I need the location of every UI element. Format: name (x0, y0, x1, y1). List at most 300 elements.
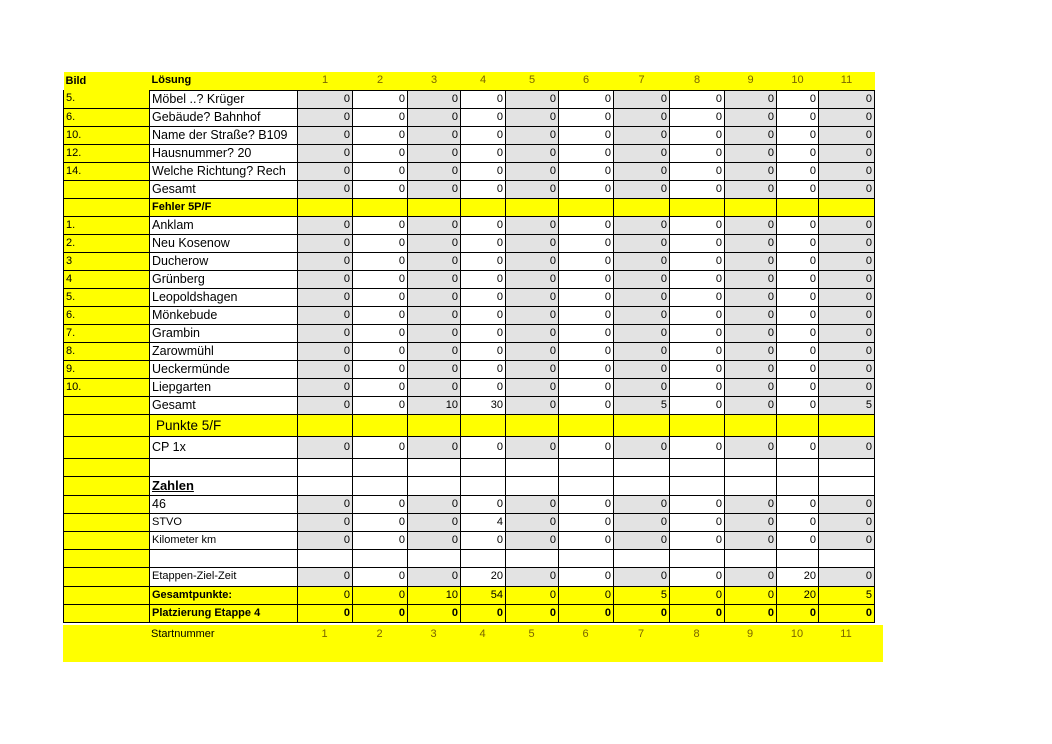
score-cell[interactable]: 0 (506, 531, 559, 549)
score-cell[interactable]: 0 (353, 180, 408, 198)
score-cell[interactable]: 0 (506, 360, 559, 378)
score-cell[interactable]: 0 (506, 378, 559, 396)
score-cell[interactable]: 0 (614, 378, 670, 396)
score-cell[interactable]: 0 (670, 567, 725, 586)
score-cell[interactable]: 0 (408, 252, 461, 270)
score-cell[interactable] (353, 458, 408, 476)
score-cell[interactable] (506, 476, 559, 495)
score-cell[interactable]: 0 (298, 513, 353, 531)
score-cell[interactable]: 0 (298, 126, 353, 144)
score-cell[interactable] (819, 458, 875, 476)
score-cell[interactable]: 0 (408, 567, 461, 586)
score-cell[interactable]: 0 (408, 144, 461, 162)
score-cell[interactable]: 0 (725, 306, 777, 324)
score-cell[interactable]: 0 (408, 342, 461, 360)
score-cell[interactable]: 0 (408, 288, 461, 306)
score-cell[interactable]: 0 (353, 234, 408, 252)
score-cell[interactable]: 0 (819, 360, 875, 378)
score-cell[interactable] (298, 198, 353, 216)
score-cell[interactable]: 0 (670, 513, 725, 531)
score-cell[interactable]: 0 (461, 324, 506, 342)
score-cell[interactable]: 0 (559, 567, 614, 586)
score-cell[interactable]: 0 (670, 495, 725, 513)
score-cell[interactable]: 0 (506, 495, 559, 513)
score-cell[interactable] (506, 458, 559, 476)
score-cell[interactable]: 0 (777, 108, 819, 126)
score-cell[interactable]: 0 (461, 306, 506, 324)
score-cell[interactable]: 0 (777, 306, 819, 324)
score-cell[interactable]: 0 (506, 436, 559, 458)
score-cell[interactable]: 0 (408, 180, 461, 198)
score-cell[interactable]: 0 (298, 270, 353, 288)
score-cell[interactable]: 0 (725, 531, 777, 549)
score-cell[interactable]: 0 (461, 270, 506, 288)
score-cell[interactable] (777, 476, 819, 495)
score-cell[interactable]: 0 (614, 436, 670, 458)
score-cell[interactable]: 0 (819, 216, 875, 234)
score-cell[interactable]: 0 (353, 324, 408, 342)
score-cell[interactable]: 0 (559, 108, 614, 126)
score-cell[interactable] (353, 549, 408, 567)
score-cell[interactable]: 0 (353, 216, 408, 234)
score-cell[interactable]: 0 (506, 216, 559, 234)
score-cell[interactable]: 0 (506, 306, 559, 324)
score-cell[interactable] (408, 549, 461, 567)
score-cell[interactable]: 0 (506, 586, 559, 604)
score-cell[interactable]: 0 (353, 108, 408, 126)
score-cell[interactable]: 0 (408, 531, 461, 549)
score-cell[interactable]: 0 (559, 360, 614, 378)
score-cell[interactable]: 0 (670, 90, 725, 108)
score-cell[interactable]: 0 (559, 270, 614, 288)
score-cell[interactable]: 0 (408, 324, 461, 342)
score-cell[interactable]: 0 (298, 108, 353, 126)
score-cell[interactable]: 0 (353, 288, 408, 306)
score-cell[interactable]: 0 (559, 342, 614, 360)
score-cell[interactable]: 0 (614, 567, 670, 586)
score-cell[interactable]: 0 (670, 531, 725, 549)
score-cell[interactable] (777, 414, 819, 436)
score-cell[interactable]: 0 (506, 270, 559, 288)
score-cell[interactable]: 0 (408, 126, 461, 144)
score-cell[interactable] (614, 414, 670, 436)
score-cell[interactable]: 0 (777, 234, 819, 252)
score-cell[interactable] (506, 414, 559, 436)
score-cell[interactable]: 0 (777, 495, 819, 513)
score-cell[interactable]: 0 (461, 180, 506, 198)
score-cell[interactable]: 5 (819, 586, 875, 604)
score-cell[interactable]: 0 (298, 495, 353, 513)
score-cell[interactable] (777, 458, 819, 476)
score-cell[interactable]: 0 (559, 252, 614, 270)
score-cell[interactable]: 0 (353, 342, 408, 360)
score-cell[interactable]: 0 (559, 396, 614, 414)
score-cell[interactable] (461, 549, 506, 567)
score-cell[interactable]: 0 (298, 604, 353, 622)
score-cell[interactable] (506, 198, 559, 216)
score-cell[interactable]: 0 (559, 604, 614, 622)
score-cell[interactable]: 0 (777, 342, 819, 360)
score-cell[interactable]: 0 (725, 360, 777, 378)
score-cell[interactable] (670, 458, 725, 476)
score-cell[interactable]: 0 (461, 495, 506, 513)
score-cell[interactable] (670, 198, 725, 216)
score-cell[interactable]: 0 (614, 604, 670, 622)
score-cell[interactable]: 0 (670, 234, 725, 252)
score-cell[interactable]: 0 (559, 126, 614, 144)
score-cell[interactable]: 0 (670, 216, 725, 234)
score-cell[interactable]: 0 (614, 252, 670, 270)
score-cell[interactable] (298, 458, 353, 476)
score-cell[interactable] (819, 549, 875, 567)
score-cell[interactable]: 0 (353, 360, 408, 378)
score-cell[interactable]: 0 (725, 378, 777, 396)
score-cell[interactable]: 0 (614, 513, 670, 531)
score-cell[interactable]: 0 (559, 234, 614, 252)
score-cell[interactable]: 0 (614, 531, 670, 549)
score-cell[interactable] (614, 549, 670, 567)
score-cell[interactable]: 0 (819, 126, 875, 144)
score-cell[interactable]: 0 (819, 252, 875, 270)
score-cell[interactable]: 0 (298, 234, 353, 252)
score-cell[interactable]: 0 (614, 306, 670, 324)
score-cell[interactable]: 0 (298, 342, 353, 360)
score-cell[interactable]: 0 (725, 288, 777, 306)
score-cell[interactable]: 0 (777, 126, 819, 144)
score-cell[interactable]: 0 (614, 342, 670, 360)
score-cell[interactable]: 0 (408, 604, 461, 622)
score-cell[interactable]: 0 (777, 324, 819, 342)
score-cell[interactable]: 5 (614, 586, 670, 604)
score-cell[interactable]: 0 (298, 162, 353, 180)
score-cell[interactable]: 0 (819, 306, 875, 324)
score-cell[interactable]: 0 (559, 513, 614, 531)
score-cell[interactable] (559, 458, 614, 476)
score-cell[interactable]: 20 (777, 567, 819, 586)
score-cell[interactable]: 0 (506, 108, 559, 126)
score-cell[interactable] (461, 414, 506, 436)
score-cell[interactable]: 0 (777, 252, 819, 270)
score-cell[interactable]: 0 (298, 531, 353, 549)
score-cell[interactable]: 0 (614, 288, 670, 306)
score-cell[interactable] (614, 198, 670, 216)
score-cell[interactable]: 0 (506, 513, 559, 531)
score-cell[interactable]: 0 (298, 216, 353, 234)
score-cell[interactable]: 0 (725, 495, 777, 513)
score-cell[interactable]: 0 (819, 144, 875, 162)
score-cell[interactable] (725, 414, 777, 436)
score-cell[interactable]: 0 (614, 144, 670, 162)
score-cell[interactable]: 0 (408, 378, 461, 396)
score-cell[interactable]: 0 (353, 252, 408, 270)
score-cell[interactable]: 0 (298, 567, 353, 586)
score-cell[interactable]: 0 (670, 126, 725, 144)
score-cell[interactable]: 0 (670, 162, 725, 180)
score-cell[interactable]: 0 (506, 604, 559, 622)
score-cell[interactable]: 0 (298, 586, 353, 604)
score-cell[interactable]: 0 (819, 604, 875, 622)
score-cell[interactable]: 0 (408, 306, 461, 324)
score-cell[interactable] (353, 198, 408, 216)
score-cell[interactable]: 0 (506, 324, 559, 342)
score-cell[interactable]: 0 (506, 396, 559, 414)
score-cell[interactable]: 0 (506, 252, 559, 270)
score-cell[interactable]: 0 (777, 216, 819, 234)
score-cell[interactable]: 0 (461, 288, 506, 306)
score-cell[interactable]: 0 (461, 234, 506, 252)
score-cell[interactable]: 0 (408, 270, 461, 288)
score-cell[interactable]: 0 (614, 360, 670, 378)
score-cell[interactable]: 0 (670, 324, 725, 342)
score-cell[interactable] (559, 414, 614, 436)
score-cell[interactable] (461, 476, 506, 495)
score-cell[interactable]: 0 (559, 288, 614, 306)
score-cell[interactable]: 0 (670, 360, 725, 378)
score-cell[interactable]: 0 (777, 162, 819, 180)
score-cell[interactable]: 0 (819, 567, 875, 586)
score-cell[interactable]: 0 (819, 342, 875, 360)
score-cell[interactable]: 0 (559, 586, 614, 604)
score-cell[interactable]: 0 (614, 90, 670, 108)
score-cell[interactable] (670, 476, 725, 495)
score-cell[interactable]: 0 (614, 495, 670, 513)
score-cell[interactable]: 0 (670, 342, 725, 360)
score-cell[interactable] (408, 476, 461, 495)
score-cell[interactable]: 10 (408, 396, 461, 414)
score-cell[interactable] (298, 414, 353, 436)
score-cell[interactable]: 0 (408, 513, 461, 531)
score-cell[interactable]: 0 (819, 436, 875, 458)
score-cell[interactable]: 0 (461, 144, 506, 162)
score-cell[interactable]: 0 (819, 324, 875, 342)
score-cell[interactable] (408, 198, 461, 216)
score-cell[interactable]: 0 (819, 234, 875, 252)
score-cell[interactable]: 0 (298, 360, 353, 378)
score-cell[interactable]: 0 (353, 126, 408, 144)
score-cell[interactable]: 0 (819, 288, 875, 306)
score-cell[interactable]: 0 (506, 90, 559, 108)
score-cell[interactable]: 0 (725, 108, 777, 126)
score-cell[interactable]: 0 (461, 378, 506, 396)
score-cell[interactable] (353, 476, 408, 495)
score-cell[interactable]: 0 (614, 180, 670, 198)
score-cell[interactable]: 0 (353, 270, 408, 288)
score-cell[interactable]: 0 (559, 216, 614, 234)
score-cell[interactable]: 0 (819, 180, 875, 198)
score-cell[interactable]: 0 (298, 144, 353, 162)
score-cell[interactable]: 0 (408, 108, 461, 126)
score-cell[interactable]: 0 (725, 180, 777, 198)
score-cell[interactable]: 0 (298, 252, 353, 270)
score-cell[interactable]: 0 (559, 324, 614, 342)
score-cell[interactable]: 0 (506, 234, 559, 252)
score-cell[interactable] (725, 458, 777, 476)
score-cell[interactable]: 0 (408, 90, 461, 108)
score-cell[interactable]: 0 (353, 436, 408, 458)
score-cell[interactable]: 0 (777, 531, 819, 549)
score-cell[interactable]: 0 (670, 108, 725, 126)
score-cell[interactable]: 0 (725, 126, 777, 144)
score-cell[interactable]: 0 (819, 531, 875, 549)
score-cell[interactable]: 0 (298, 90, 353, 108)
score-cell[interactable] (559, 476, 614, 495)
score-cell[interactable]: 0 (777, 513, 819, 531)
score-cell[interactable]: 0 (461, 108, 506, 126)
score-cell[interactable]: 0 (298, 288, 353, 306)
score-cell[interactable]: 0 (725, 436, 777, 458)
score-cell[interactable]: 0 (461, 531, 506, 549)
score-cell[interactable]: 0 (725, 90, 777, 108)
score-cell[interactable]: 0 (819, 108, 875, 126)
score-cell[interactable] (819, 476, 875, 495)
score-cell[interactable]: 0 (614, 108, 670, 126)
score-cell[interactable]: 0 (353, 396, 408, 414)
score-cell[interactable] (461, 458, 506, 476)
score-cell[interactable]: 0 (725, 604, 777, 622)
score-cell[interactable] (777, 198, 819, 216)
score-cell[interactable]: 0 (725, 162, 777, 180)
score-cell[interactable]: 5 (819, 396, 875, 414)
score-cell[interactable]: 20 (461, 567, 506, 586)
score-cell[interactable]: 0 (725, 216, 777, 234)
score-cell[interactable]: 0 (506, 567, 559, 586)
score-cell[interactable]: 0 (353, 567, 408, 586)
score-cell[interactable]: 0 (353, 531, 408, 549)
score-cell[interactable]: 0 (353, 378, 408, 396)
score-cell[interactable]: 0 (353, 495, 408, 513)
score-cell[interactable]: 30 (461, 396, 506, 414)
score-cell[interactable] (670, 549, 725, 567)
score-cell[interactable]: 0 (506, 162, 559, 180)
score-cell[interactable]: 0 (614, 162, 670, 180)
score-cell[interactable]: 4 (461, 513, 506, 531)
score-cell[interactable]: 0 (408, 162, 461, 180)
score-cell[interactable]: 0 (819, 90, 875, 108)
score-cell[interactable]: 0 (670, 396, 725, 414)
score-cell[interactable]: 0 (777, 144, 819, 162)
score-cell[interactable]: 0 (298, 396, 353, 414)
score-cell[interactable]: 0 (353, 306, 408, 324)
score-cell[interactable]: 0 (298, 306, 353, 324)
score-cell[interactable]: 0 (725, 513, 777, 531)
score-cell[interactable]: 0 (461, 436, 506, 458)
score-cell[interactable] (777, 549, 819, 567)
score-cell[interactable] (298, 549, 353, 567)
score-cell[interactable]: 0 (461, 360, 506, 378)
score-cell[interactable]: 0 (670, 144, 725, 162)
score-cell[interactable]: 0 (461, 90, 506, 108)
score-cell[interactable]: 0 (461, 216, 506, 234)
score-cell[interactable]: 54 (461, 586, 506, 604)
score-cell[interactable] (614, 476, 670, 495)
score-cell[interactable]: 0 (559, 180, 614, 198)
score-cell[interactable]: 0 (353, 586, 408, 604)
score-cell[interactable]: 0 (461, 604, 506, 622)
score-cell[interactable]: 0 (614, 234, 670, 252)
score-cell[interactable] (506, 549, 559, 567)
score-cell[interactable]: 0 (506, 288, 559, 306)
score-cell[interactable]: 0 (559, 90, 614, 108)
score-cell[interactable]: 0 (559, 144, 614, 162)
score-cell[interactable]: 0 (408, 234, 461, 252)
score-cell[interactable]: 0 (614, 216, 670, 234)
score-cell[interactable]: 0 (777, 90, 819, 108)
score-cell[interactable] (819, 198, 875, 216)
score-cell[interactable]: 0 (725, 342, 777, 360)
score-cell[interactable]: 0 (670, 252, 725, 270)
score-cell[interactable]: 0 (670, 288, 725, 306)
score-cell[interactable]: 0 (461, 252, 506, 270)
score-cell[interactable]: 0 (777, 378, 819, 396)
score-cell[interactable]: 0 (559, 495, 614, 513)
score-cell[interactable]: 0 (819, 513, 875, 531)
score-cell[interactable]: 0 (614, 270, 670, 288)
score-cell[interactable]: 0 (670, 586, 725, 604)
score-cell[interactable] (461, 198, 506, 216)
score-cell[interactable]: 0 (819, 495, 875, 513)
score-cell[interactable]: 0 (670, 180, 725, 198)
score-cell[interactable]: 10 (408, 586, 461, 604)
score-cell[interactable]: 0 (725, 270, 777, 288)
score-cell[interactable]: 0 (298, 180, 353, 198)
score-cell[interactable] (559, 549, 614, 567)
score-cell[interactable]: 0 (670, 306, 725, 324)
score-cell[interactable]: 0 (670, 270, 725, 288)
score-cell[interactable]: 0 (670, 436, 725, 458)
score-cell[interactable]: 0 (777, 360, 819, 378)
score-cell[interactable]: 0 (353, 604, 408, 622)
score-cell[interactable]: 0 (408, 436, 461, 458)
score-cell[interactable]: 0 (725, 144, 777, 162)
score-cell[interactable]: 0 (725, 567, 777, 586)
score-cell[interactable]: 0 (725, 234, 777, 252)
score-cell[interactable]: 0 (559, 306, 614, 324)
score-cell[interactable]: 0 (777, 604, 819, 622)
score-cell[interactable]: 0 (614, 126, 670, 144)
score-cell[interactable] (408, 414, 461, 436)
score-cell[interactable] (819, 414, 875, 436)
score-cell[interactable] (725, 549, 777, 567)
score-cell[interactable] (725, 198, 777, 216)
score-cell[interactable] (725, 476, 777, 495)
score-cell[interactable]: 0 (559, 162, 614, 180)
score-cell[interactable] (559, 198, 614, 216)
score-cell[interactable] (614, 458, 670, 476)
score-cell[interactable]: 0 (298, 324, 353, 342)
score-cell[interactable]: 0 (777, 436, 819, 458)
score-cell[interactable]: 20 (777, 586, 819, 604)
score-cell[interactable] (670, 414, 725, 436)
score-cell[interactable]: 0 (408, 360, 461, 378)
score-cell[interactable]: 0 (298, 378, 353, 396)
score-cell[interactable]: 0 (614, 324, 670, 342)
score-cell[interactable]: 0 (777, 288, 819, 306)
score-cell[interactable]: 0 (353, 162, 408, 180)
score-cell[interactable]: 0 (559, 531, 614, 549)
score-cell[interactable]: 5 (614, 396, 670, 414)
score-cell[interactable]: 0 (353, 513, 408, 531)
score-cell[interactable]: 0 (819, 378, 875, 396)
score-cell[interactable]: 0 (559, 436, 614, 458)
score-cell[interactable]: 0 (819, 162, 875, 180)
score-cell[interactable]: 0 (777, 270, 819, 288)
score-cell[interactable]: 0 (506, 180, 559, 198)
score-cell[interactable]: 0 (506, 126, 559, 144)
score-cell[interactable]: 0 (725, 586, 777, 604)
score-cell[interactable]: 0 (353, 90, 408, 108)
score-cell[interactable]: 0 (670, 604, 725, 622)
score-cell[interactable]: 0 (725, 396, 777, 414)
